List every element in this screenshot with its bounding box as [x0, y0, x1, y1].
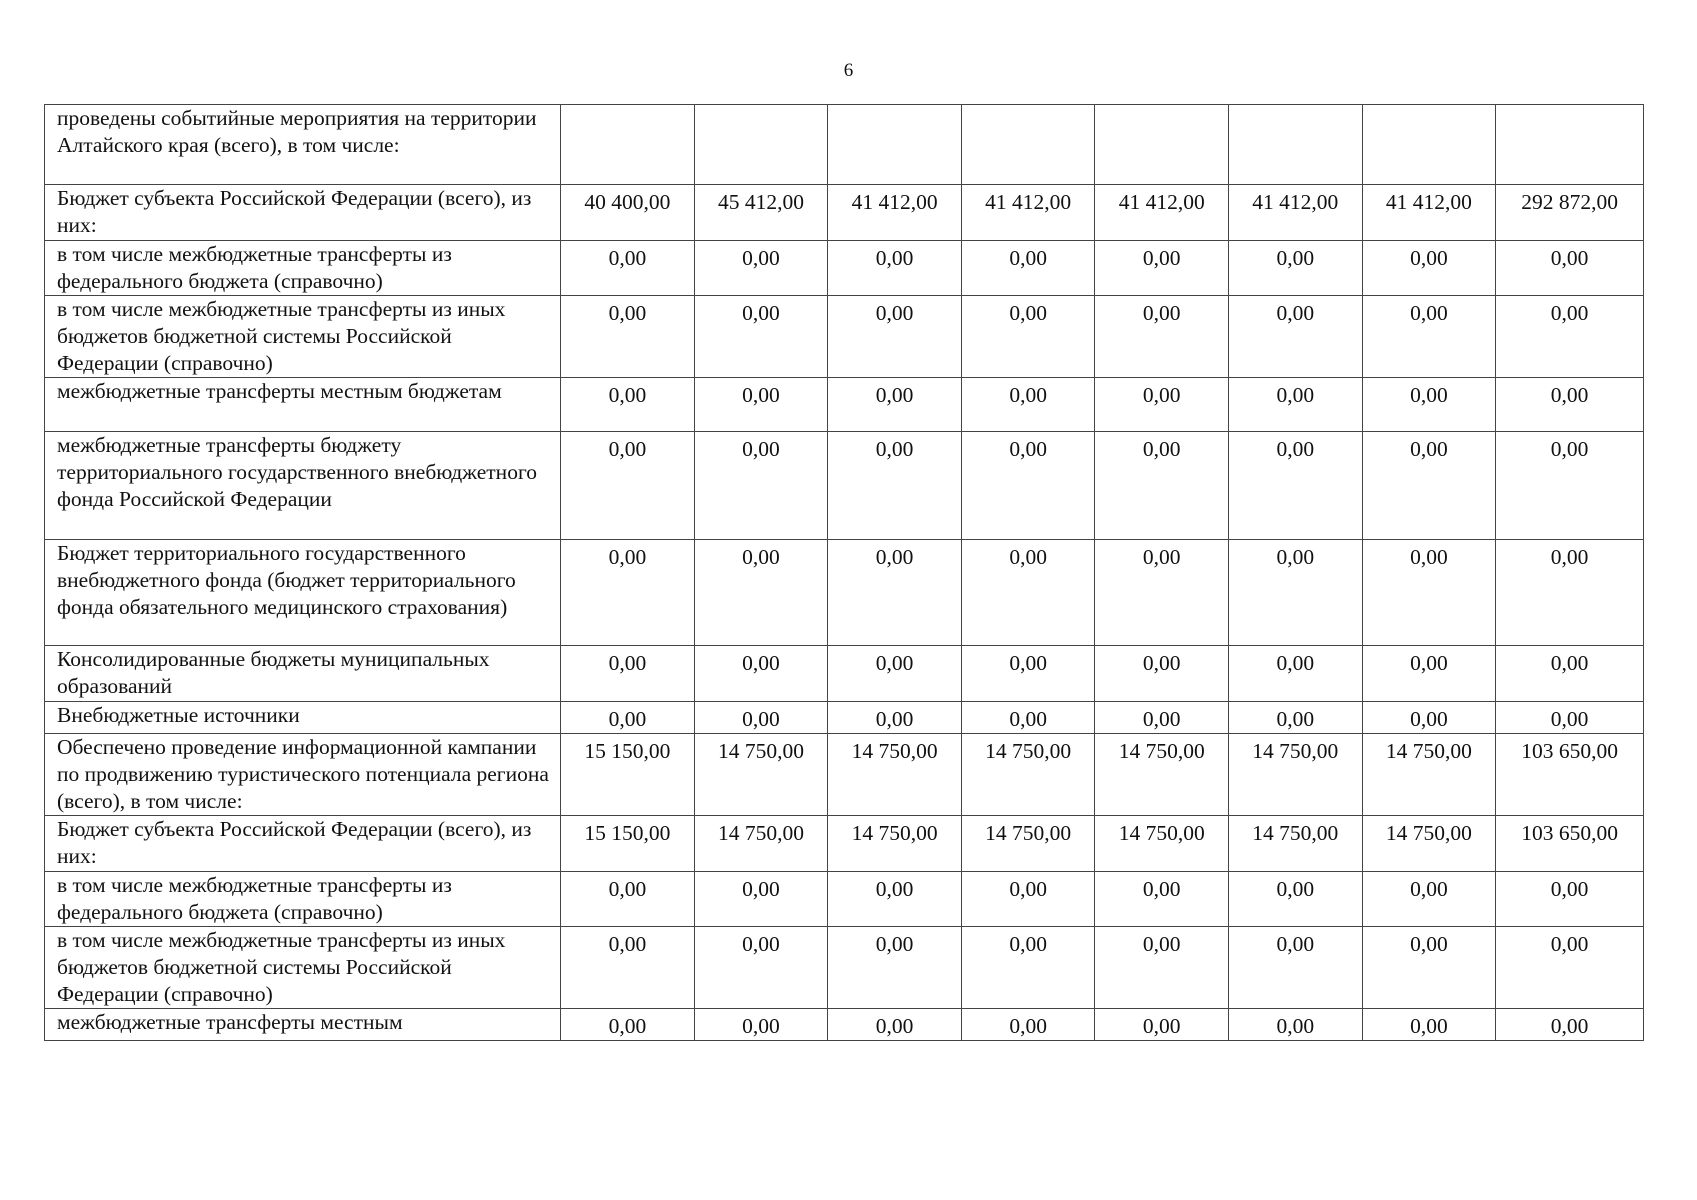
value-cell: 0,00: [1229, 702, 1363, 734]
value-cell: 14 750,00: [1095, 816, 1229, 872]
value-cell: 0,00: [561, 432, 695, 540]
value-cell: 0,00: [1095, 702, 1229, 734]
value-cell: 0,00: [561, 1009, 695, 1041]
value-cell: 0,00: [1229, 432, 1363, 540]
value-cell: 0,00: [961, 702, 1095, 734]
value-cell: 14 750,00: [694, 816, 828, 872]
value-cell: 14 750,00: [828, 734, 962, 816]
value-cell: 0,00: [561, 646, 695, 702]
value-cell: 40 400,00: [561, 185, 695, 241]
row-label: Бюджет субъекта Российской Федерации (всего), из них:: [45, 816, 561, 872]
row-label: в том числе межбюджетные трансферты из иных бюджетов бюджетной системы Российской Федерации (справочно): [45, 296, 561, 378]
total-cell: 0,00: [1496, 378, 1644, 432]
total-cell: 0,00: [1496, 241, 1644, 296]
table-row: [45, 432, 1644, 540]
value-cell: 41 412,00: [828, 185, 962, 241]
value-cell: 14 750,00: [1362, 816, 1496, 872]
table-row: [45, 646, 1644, 702]
table-row: [45, 241, 1644, 296]
value-cell: 0,00: [1362, 378, 1496, 432]
value-cell: 0,00: [1229, 540, 1363, 646]
row-label: Обеспечено проведение информационной кампании по продвижению туристического потенциала региона (всего), в том числе:: [45, 734, 561, 816]
value-cell: 0,00: [1362, 432, 1496, 540]
value-cell: 0,00: [961, 1009, 1095, 1041]
value-cell: 0,00: [828, 241, 962, 296]
value-cell: 0,00: [1362, 296, 1496, 378]
value-cell: 0,00: [1229, 872, 1363, 927]
value-cell: [828, 105, 962, 185]
value-cell: 14 750,00: [1095, 734, 1229, 816]
value-cell: 0,00: [828, 702, 962, 734]
value-cell: 0,00: [694, 432, 828, 540]
value-cell: 0,00: [694, 872, 828, 927]
value-cell: 0,00: [961, 432, 1095, 540]
value-cell: 0,00: [961, 927, 1095, 1009]
total-cell: 0,00: [1496, 432, 1644, 540]
row-label: Внебюджетные источники: [45, 702, 561, 734]
total-cell: 103 650,00: [1496, 816, 1644, 872]
value-cell: 0,00: [694, 1009, 828, 1041]
total-cell: 0,00: [1496, 646, 1644, 702]
total-cell: 103 650,00: [1496, 734, 1644, 816]
value-cell: 14 750,00: [1229, 816, 1363, 872]
value-cell: 0,00: [1362, 872, 1496, 927]
value-cell: 0,00: [1362, 646, 1496, 702]
total-cell: 0,00: [1496, 872, 1644, 927]
total-cell: 0,00: [1496, 1009, 1644, 1041]
value-cell: 0,00: [828, 378, 962, 432]
value-cell: 0,00: [961, 872, 1095, 927]
table-row: [45, 734, 1644, 816]
value-cell: 0,00: [561, 241, 695, 296]
value-cell: 0,00: [961, 378, 1095, 432]
value-cell: 14 750,00: [961, 816, 1095, 872]
value-cell: 0,00: [1095, 646, 1229, 702]
value-cell: 0,00: [828, 872, 962, 927]
total-cell: 0,00: [1496, 702, 1644, 734]
value-cell: 0,00: [561, 296, 695, 378]
value-cell: 14 750,00: [1362, 734, 1496, 816]
value-cell: 45 412,00: [694, 185, 828, 241]
table-row: [45, 296, 1644, 378]
table-row: [45, 540, 1644, 646]
value-cell: 0,00: [561, 378, 695, 432]
value-cell: 41 412,00: [1229, 185, 1363, 241]
value-cell: 0,00: [1362, 702, 1496, 734]
value-cell: [1362, 105, 1496, 185]
row-label: Бюджет субъекта Российской Федерации (всего), из них:: [45, 185, 561, 241]
value-cell: 0,00: [828, 432, 962, 540]
row-label: в том числе межбюджетные трансферты из федерального бюджета (справочно): [45, 241, 561, 296]
value-cell: 0,00: [1095, 1009, 1229, 1041]
value-cell: 0,00: [1362, 241, 1496, 296]
value-cell: 0,00: [694, 241, 828, 296]
value-cell: 0,00: [1095, 432, 1229, 540]
total-cell: 0,00: [1496, 296, 1644, 378]
value-cell: 14 750,00: [694, 734, 828, 816]
value-cell: 41 412,00: [1362, 185, 1496, 241]
value-cell: 0,00: [694, 927, 828, 1009]
value-cell: 41 412,00: [1095, 185, 1229, 241]
value-cell: 0,00: [1229, 927, 1363, 1009]
value-cell: 0,00: [1362, 927, 1496, 1009]
value-cell: 0,00: [1229, 646, 1363, 702]
value-cell: 0,00: [561, 702, 695, 734]
total-cell: 292 872,00: [1496, 185, 1644, 241]
table-row: [45, 816, 1644, 872]
value-cell: 0,00: [1095, 872, 1229, 927]
value-cell: 0,00: [694, 378, 828, 432]
value-cell: 0,00: [561, 872, 695, 927]
value-cell: 0,00: [1095, 296, 1229, 378]
value-cell: 0,00: [961, 296, 1095, 378]
table-row: [45, 702, 1644, 734]
row-label: межбюджетные трансферты местным: [45, 1009, 561, 1041]
table-row: [45, 105, 1644, 185]
table-row: [45, 872, 1644, 927]
page-number: 6: [843, 60, 854, 81]
value-cell: 0,00: [828, 646, 962, 702]
table-row: [45, 378, 1644, 432]
total-cell: 0,00: [1496, 927, 1644, 1009]
row-label: межбюджетные трансферты местным бюджетам: [45, 378, 561, 432]
value-cell: 0,00: [961, 646, 1095, 702]
value-cell: [561, 105, 695, 185]
value-cell: 0,00: [1229, 296, 1363, 378]
value-cell: 0,00: [1095, 540, 1229, 646]
value-cell: [1229, 105, 1363, 185]
value-cell: 15 150,00: [561, 816, 695, 872]
value-cell: 0,00: [828, 540, 962, 646]
value-cell: [961, 105, 1095, 185]
value-cell: 0,00: [828, 1009, 962, 1041]
value-cell: 0,00: [1362, 1009, 1496, 1041]
value-cell: 0,00: [694, 646, 828, 702]
value-cell: [1095, 105, 1229, 185]
total-cell: 0,00: [1496, 540, 1644, 646]
table-row: [45, 927, 1644, 1009]
budget-table-body: [45, 105, 1644, 1041]
value-cell: 0,00: [561, 540, 695, 646]
value-cell: 0,00: [561, 927, 695, 1009]
total-cell: [1496, 105, 1644, 185]
value-cell: 0,00: [694, 296, 828, 378]
value-cell: 0,00: [961, 241, 1095, 296]
value-cell: 14 750,00: [828, 816, 962, 872]
value-cell: 0,00: [694, 540, 828, 646]
value-cell: 0,00: [1362, 540, 1496, 646]
row-label: в том числе межбюджетные трансферты из федерального бюджета (справочно): [45, 872, 561, 927]
value-cell: 14 750,00: [1229, 734, 1363, 816]
value-cell: 0,00: [694, 702, 828, 734]
value-cell: 14 750,00: [961, 734, 1095, 816]
value-cell: 0,00: [1229, 378, 1363, 432]
value-cell: 15 150,00: [561, 734, 695, 816]
budget-table: [44, 104, 1644, 1041]
table-row: [45, 185, 1644, 241]
value-cell: [694, 105, 828, 185]
row-label: в том числе межбюджетные трансферты из иных бюджетов бюджетной системы Российской Федерации (справочно): [45, 927, 561, 1009]
row-label: Бюджет территориального государственного внебюджетного фонда (бюджет территориального фонда обязательного медицинского страхования): [45, 540, 561, 646]
row-label: Консолидированные бюджеты муниципальных образований: [45, 646, 561, 702]
table-row: [45, 1009, 1644, 1041]
value-cell: 0,00: [1229, 1009, 1363, 1041]
value-cell: 0,00: [1095, 378, 1229, 432]
value-cell: 0,00: [828, 296, 962, 378]
value-cell: 0,00: [828, 927, 962, 1009]
value-cell: 0,00: [1229, 241, 1363, 296]
value-cell: 0,00: [1095, 241, 1229, 296]
value-cell: 41 412,00: [961, 185, 1095, 241]
value-cell: 0,00: [1095, 927, 1229, 1009]
value-cell: 0,00: [961, 540, 1095, 646]
row-label: проведены событийные мероприятия на территории Алтайского края (всего), в том числе:: [45, 105, 561, 185]
row-label: межбюджетные трансферты бюджету территориального государственного внебюджетного фонда Российской Федерации: [45, 432, 561, 540]
